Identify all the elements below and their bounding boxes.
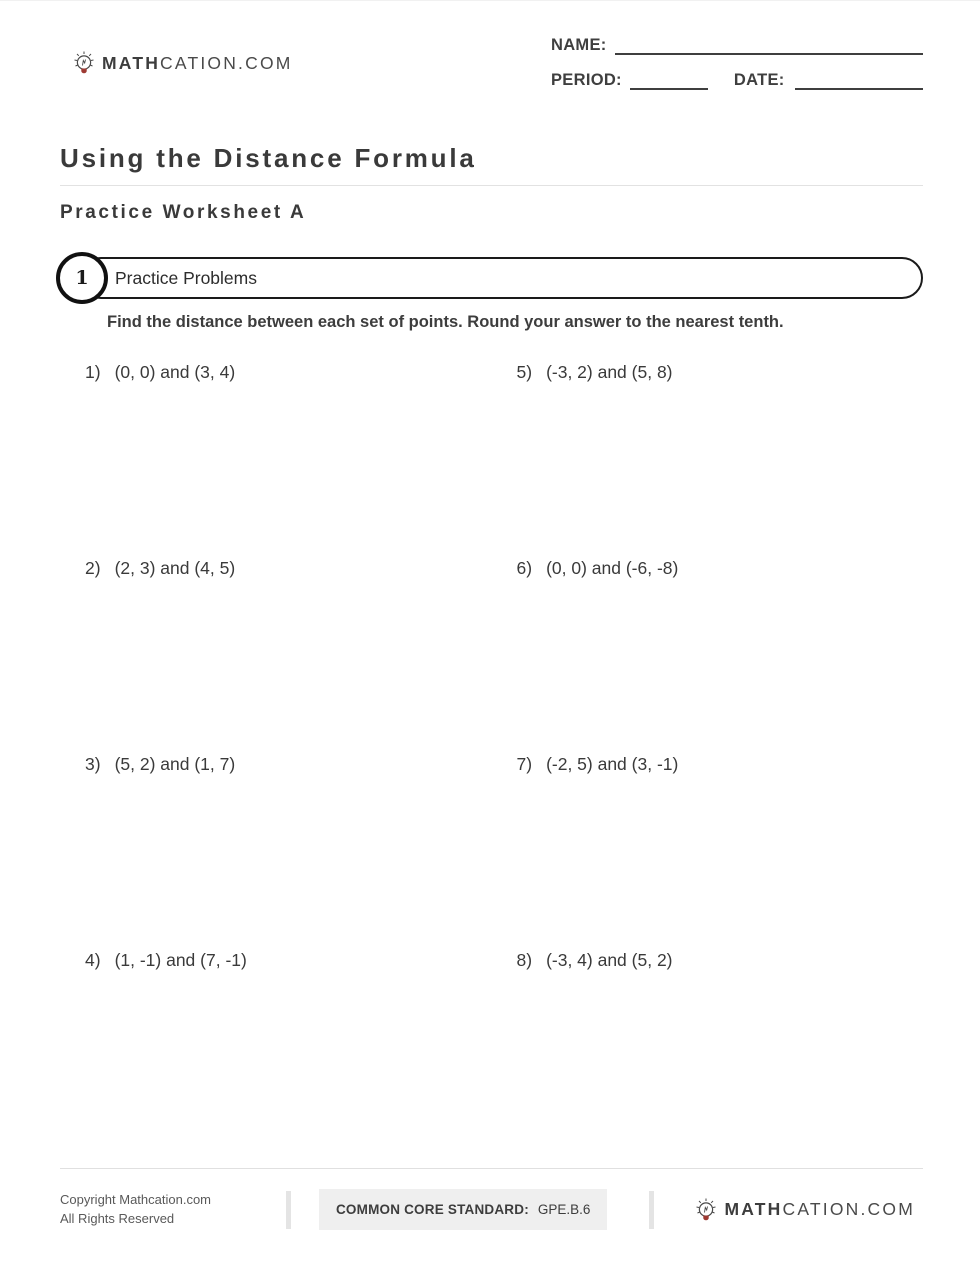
logo-text-light: CATION.COM xyxy=(782,1199,915,1219)
date-blank-line xyxy=(795,70,923,90)
date-label: DATE: xyxy=(733,71,785,89)
problem-points: (-2, 5) and (3, -1) xyxy=(546,754,679,774)
standard-value: GPE.B.6 xyxy=(537,1202,591,1217)
section-label: Practice Problems xyxy=(115,267,257,288)
footer xyxy=(60,1168,923,1230)
logo-text xyxy=(102,53,293,74)
standard-label: COMMON CORE STANDARD: xyxy=(335,1202,529,1217)
title-divider xyxy=(60,185,923,186)
logo-text xyxy=(724,1199,915,1220)
problem-points: (0, 0) and (-6, -8) xyxy=(546,558,679,578)
problem-number: 1) xyxy=(85,362,101,382)
lightbulb-icon xyxy=(72,49,96,77)
period-blank-line xyxy=(630,70,708,90)
footer-content xyxy=(60,1169,923,1230)
problem-number: 5) xyxy=(516,362,533,382)
logo-text-light: CATION.COM xyxy=(160,52,293,73)
copyright-line2: All Rights Reserved xyxy=(60,1210,175,1226)
problem-points: (-3, 4) and (5, 2) xyxy=(546,950,673,970)
page-subtitle: Practice Worksheet A xyxy=(60,202,307,223)
page-title: Using the Distance Formula xyxy=(60,143,477,173)
logo-text-bold: MATH xyxy=(724,1199,783,1219)
footer-vertical-divider xyxy=(286,1191,291,1229)
problem-points: (-3, 2) and (5, 8) xyxy=(546,362,673,382)
problem-points: (2, 3) and (4, 5) xyxy=(114,558,236,578)
copyright-line1: Copyright Mathcation.com xyxy=(60,1192,212,1208)
name-label: NAME: xyxy=(551,36,607,54)
student-fields xyxy=(551,35,923,105)
common-core-standard-box xyxy=(319,1189,607,1230)
problems-grid xyxy=(60,360,923,1144)
header xyxy=(60,27,923,105)
logo-text-bold: MATH xyxy=(102,52,161,73)
problem-number: 3) xyxy=(85,754,101,774)
problem-number: 4) xyxy=(85,950,101,970)
copyright-text xyxy=(60,1191,211,1227)
mathcation-logo xyxy=(72,49,293,77)
lightbulb-icon xyxy=(694,1196,718,1224)
problem-number: 8) xyxy=(516,950,533,970)
problem-2 xyxy=(60,556,492,752)
section-banner xyxy=(75,257,923,299)
section-number-badge: 1 xyxy=(56,252,108,304)
name-row xyxy=(551,35,923,55)
problem-7 xyxy=(492,752,924,948)
footer-mathcation-logo xyxy=(694,1196,915,1224)
instructions-text: Find the distance between each set of points. Round your answer to the nearest tenth. xyxy=(107,313,784,331)
problem-1 xyxy=(60,360,492,556)
problem-6 xyxy=(492,556,924,752)
name-blank-line xyxy=(615,35,923,55)
problem-4 xyxy=(60,948,492,1144)
problem-8 xyxy=(492,948,924,1144)
problem-points: (5, 2) and (1, 7) xyxy=(114,754,236,774)
problem-points: (0, 0) and (3, 4) xyxy=(114,362,236,382)
problem-number: 2) xyxy=(85,558,101,578)
problem-3 xyxy=(60,752,492,948)
footer-vertical-divider xyxy=(649,1191,654,1229)
problem-points: (1, -1) and (7, -1) xyxy=(114,950,247,970)
period-date-row xyxy=(551,70,923,90)
problem-number: 6) xyxy=(516,558,533,578)
problem-5 xyxy=(492,360,924,556)
problem-number: 7) xyxy=(516,754,533,774)
period-label: PERIOD: xyxy=(551,71,622,89)
